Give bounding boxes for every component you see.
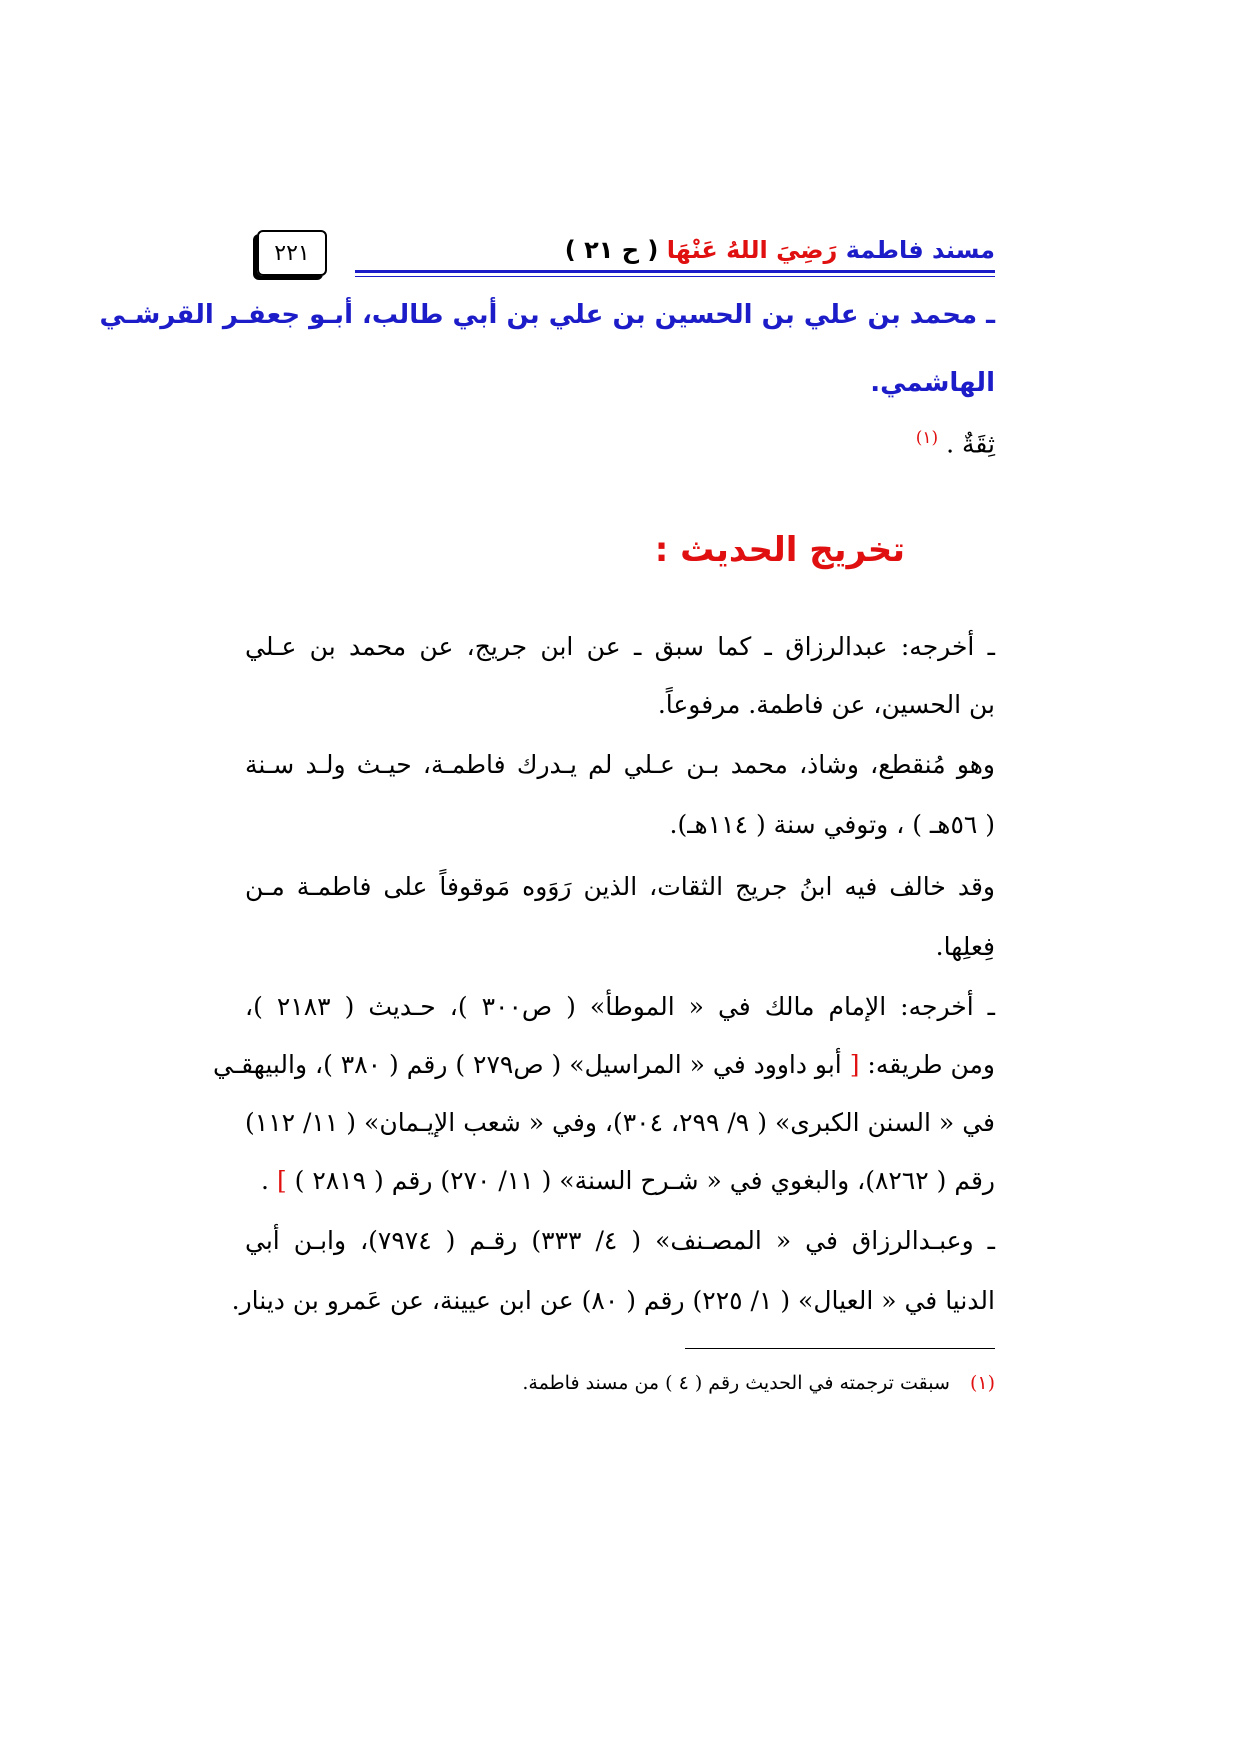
- body-line: ( ٥٦هـ ) ، وتوفي سنة ( ١١٤هـ).: [669, 810, 995, 839]
- body-line-text: رقم ( ٨٢٦٢)، والبغوي في « شـرح السنة» ( ١١/ ٢٧٠) رقم ( ٢٨١٩ ): [294, 1166, 995, 1195]
- body-line: بن الحسين، عن فاطمة. مرفوعاً.: [657, 690, 995, 719]
- narrator-name-line: ـ محمد بن علي بن الحسين بن علي بن أبي طالب، أبـو جعفـر القرشـي: [99, 300, 995, 330]
- body-line: ـ أخرجه: الإمام مالك في « الموطأ» ( ص٣٠٠ )، حـديث ( ٢١٨٣ )،: [245, 992, 995, 1021]
- narrator-name-line-2: الهاشمي.: [870, 368, 995, 398]
- body-line: الدنيا في « العيال» ( ١/ ٢٢٥) رقم ( ٨٠) عن ابن عيينة، عن عَمرو بن دينار.: [231, 1286, 995, 1315]
- section-heading: تخريج الحديث :: [654, 530, 905, 570]
- running-header: [565, 236, 995, 264]
- header-rule-thin: [355, 276, 995, 277]
- body-line: في « السنن الكبرى» ( ٩/ ٢٩٩، ٣٠٤)، وفي « شعب الإيـمان» ( ١١/ ١١٢): [245, 1108, 995, 1137]
- body-line: وهو مُنقطع، وشاذ، محمد بـن عـلي لم يـدرك فاطمـة، حيـث ولـد سـنة: [245, 750, 995, 779]
- body-line-end: .: [261, 1166, 269, 1195]
- footnote-number: (١): [969, 1372, 995, 1394]
- body-line: وقد خالف فيه ابنُ جريج الثقات، الذين رَوَوه مَوقوفاً على فاطمـة مـن: [245, 872, 995, 901]
- footnote-marker: (١): [915, 428, 939, 448]
- narrator-grade: [245, 428, 995, 458]
- footnote: [522, 1372, 995, 1394]
- footnote-separator: [685, 1348, 995, 1349]
- body-line: [213, 1050, 995, 1079]
- body-line: [245, 1166, 995, 1195]
- header-hadith-code: ( ح ٢١ ): [564, 236, 659, 264]
- bracket-close: ]: [276, 1166, 287, 1195]
- footnote-text: سبقت ترجمته في الحديث رقم ( ٤ ) من مسند فاطمة.: [522, 1372, 950, 1394]
- bracket-open: [: [849, 1050, 860, 1079]
- narrator-grade-text: ثِقَةٌ .: [946, 429, 995, 459]
- body-line-rest: أبو داوود في « المراسيل» ( ص٢٧٩ ) رقم ( ٣٨٠ )، والبيهقـي: [213, 1050, 842, 1079]
- body-line: ـ أخرجه: عبدالرزاق ـ كما سبق ـ عن ابن جريج، عن محمد بن عـلي: [245, 632, 995, 661]
- body-line-start: ومن طريقه:: [867, 1050, 995, 1079]
- header-honorific: رَضِيَ اللهُ عَنْهَا: [666, 236, 838, 264]
- page-number: ٢٢١: [257, 230, 327, 276]
- body-line: فِعلِها.: [935, 932, 995, 961]
- body-line: ـ وعبـدالرزاق في « المصـنف» ( ٤/ ٣٣٣) رقـم ( ٧٩٧٤)، وابـن أبي: [245, 1226, 995, 1255]
- header-rule: [355, 270, 995, 273]
- header-book-title: مسند فاطمة: [845, 236, 995, 264]
